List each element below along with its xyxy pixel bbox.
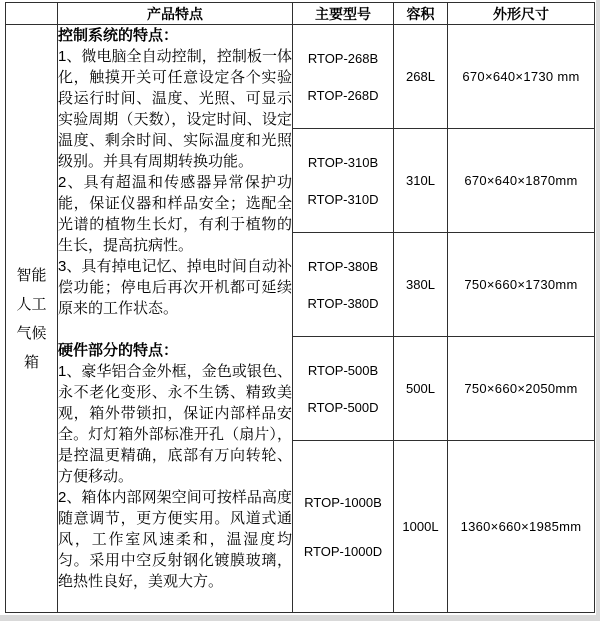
model-stack: [293, 32, 393, 122]
header-cell-empty: [6, 3, 58, 25]
model-cell: [293, 129, 394, 233]
features-paragraph: 2、具有超温和传感器异常保护功能，保证仪器和样品安全；选配全光谱的植物生长灯，有利于植物的生长，提高抗病性。: [58, 174, 292, 254]
features-paragraph: 3、具有掉电记忆、掉电时间自动补偿功能；停电后再次开机都可延续原来的工作状态。: [58, 258, 292, 317]
table-row: [6, 25, 595, 129]
model-cell: [293, 233, 394, 337]
model-name: RTOP-310B: [307, 154, 379, 170]
capacity-cell: 1000L: [394, 441, 448, 613]
capacity-cell: 310L: [394, 129, 448, 233]
model-name: RTOP-380D: [307, 295, 379, 311]
model-name: RTOP-380B: [307, 258, 379, 274]
model-cell: [293, 25, 394, 129]
product-spec-table: [5, 2, 595, 613]
features-cell: [58, 25, 293, 613]
dimensions-cell: 750×660×1730mm: [448, 233, 595, 337]
model-name: RTOP-310D: [307, 191, 379, 207]
model-name: RTOP-500D: [307, 399, 379, 415]
model-name: RTOP-268D: [307, 87, 379, 103]
model-stack: [293, 240, 393, 330]
features-paragraph: 2、箱体内部网架空间可按样品高度随意调节，更方便实用。风道式通风，工作室风速柔和，温湿度均匀。采用中空反射钢化镀膜玻璃，绝热性良好，美观大方。: [58, 489, 292, 590]
features-paragraph: 1、微电脑全自动控制，控制板一体化，触摸开关可任意设定各个实验段运行时间、温度、光照、可显示实验周期（天数），设定时间、设定温度、剩余时间、实际温度和光照级别。并具有周期转换功能。: [58, 48, 292, 170]
model-name: RTOP-268B: [307, 50, 379, 66]
category-label-line: 智能: [16, 266, 47, 284]
header-cell-model: 主要型号: [293, 3, 394, 25]
header-cell-dimensions: 外形尺寸: [448, 3, 595, 25]
model-cell: [293, 441, 394, 613]
model-stack: [293, 344, 393, 434]
capacity-cell: 268L: [394, 25, 448, 129]
model-stack: [293, 136, 393, 226]
model-stack: [293, 452, 393, 602]
features-section-title: 硬件部分的特点：: [58, 342, 179, 359]
model-name: RTOP-1000D: [303, 543, 383, 559]
category-label-line: 箱: [23, 353, 39, 371]
model-name: RTOP-1000B: [304, 494, 382, 510]
category-label-line: 人工: [16, 295, 47, 313]
header-row: [6, 3, 595, 25]
model-name: RTOP-500B: [307, 362, 379, 378]
dimensions-cell: 750×660×2050mm: [448, 337, 595, 441]
header-cell-capacity: 容积: [394, 3, 448, 25]
capacity-cell: 500L: [394, 337, 448, 441]
features-section-title: 控制系统的特点：: [58, 27, 179, 44]
features-paragraph: 1、豪华铝合金外框，金色或银色、永不老化变形、永不生锈、精致美观，箱外带锁扣，保证内部样品安全。灯灯箱外部标准开孔（扇片），是控温更精确，底部有万向转轮、方便移动。: [58, 363, 292, 485]
header-cell-features: 产品特点: [58, 3, 293, 25]
capacity-cell: 380L: [394, 233, 448, 337]
dimensions-cell: 670×640×1870mm: [448, 129, 595, 233]
model-cell: [293, 337, 394, 441]
category-label-line: 气候: [16, 324, 47, 342]
dimensions-cell: 670×640×1730 mm: [448, 25, 595, 129]
product-category-label: [6, 25, 58, 613]
dimensions-cell: 1360×660×1985mm: [448, 441, 595, 613]
